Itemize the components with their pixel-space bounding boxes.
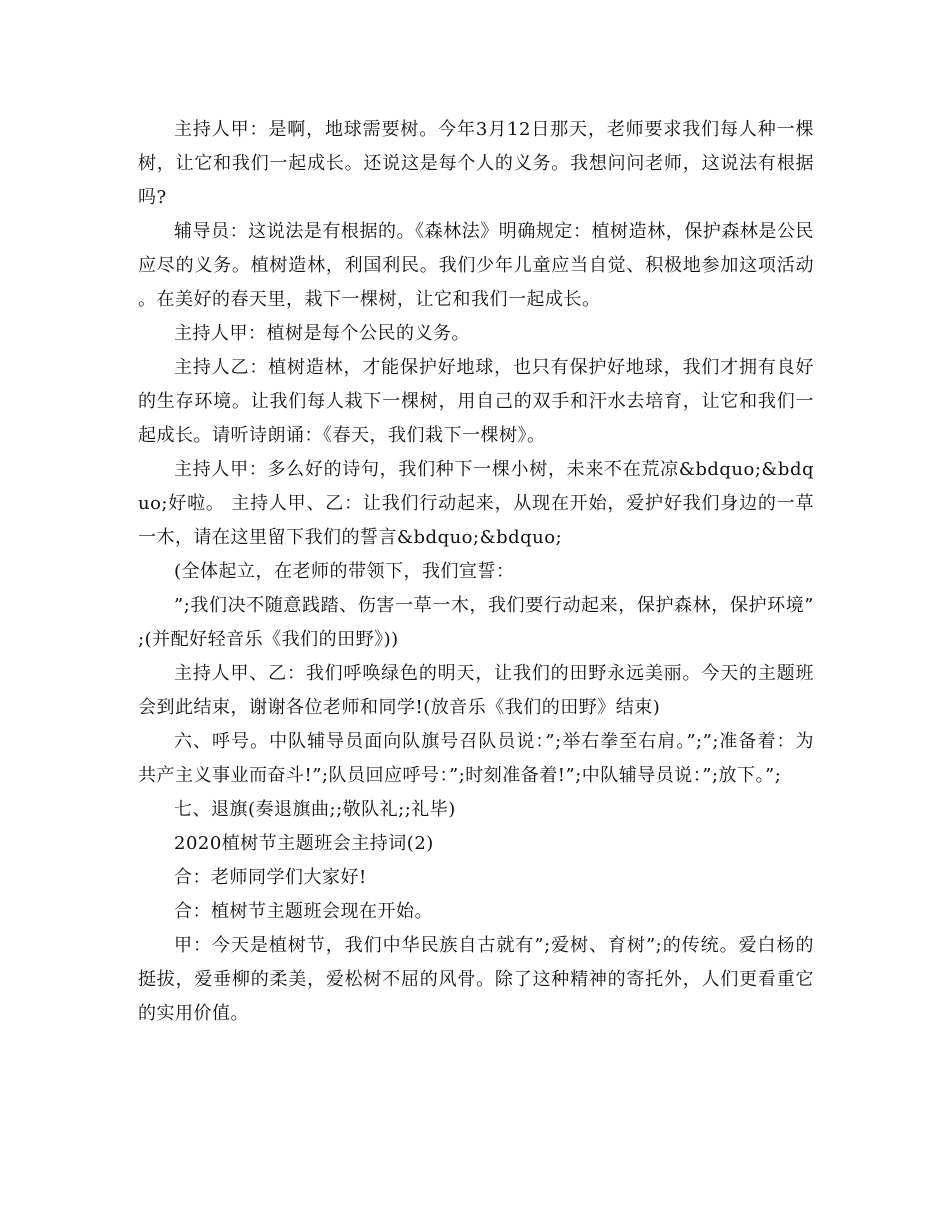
- paragraph-host-a-civic-duty: 主持人甲：植树是每个公民的义务。: [174, 323, 470, 344]
- paragraph-a-arbor-day: 甲：今天是植树节，我们中华民族自古就有”;爱树、育树”;的传统。爱白杨的挺拔，爱垂柳的柔美，爱松树不屈的风骨。除了这种精神的寄托外，人们更看重它的实用价值。: [138, 935, 814, 1024]
- paragraph-host-b-protect-earth: 主持人乙：植树造林，才能保护好地球，也只有保护好地球，我们才拥有良好的生存环境。让我们每人栽下一棵树，用自己的双手和汗水去培育，让它和我们一起成长。请听诗朗诵：《春天，我们栽下一棵树》。: [138, 357, 814, 446]
- paragraph-greeting: 合：老师同学们大家好!: [174, 867, 367, 888]
- paragraph-section-seven-retreat-flag: 七、退旗(奏退旗曲;;敬队礼;;礼毕): [174, 799, 456, 820]
- paragraph-oath-text: ”;我们决不随意践踏、伤害一草一木，我们要行动起来，保护森林，保护环境”;(并配好轻音乐《我们的田野》)): [138, 595, 814, 650]
- paragraph-section-six-slogan: 六、呼号。中队辅导员面向队旗号召队员说：”;举右拳至右肩。”;”;准备着：为共产主义事业而奋斗!”;队员回应呼号：”;时刻准备着!”;中队辅导员说：”;放下。”;: [138, 731, 814, 786]
- document-body: [138, 113, 814, 1031]
- paragraph-meeting-start: 合：植树节主题班会现在开始。: [174, 901, 433, 922]
- paragraph-oath-intro: (全体起立，在老师的带领下，我们宣誓：: [174, 561, 515, 582]
- paragraph-second-script-title: 2020植树节主题班会主持词(2): [174, 833, 434, 854]
- paragraph-closing-remarks: 主持人甲、乙：我们呼唤绿色的明天，让我们的田野永远美丽。今天的主题班会到此结束，谢谢各位老师和同学!(放音乐《我们的田野》结束): [138, 663, 814, 718]
- paragraph-counselor-forest-law: 辅导员：这说法是有根据的。《森林法》明确规定：植树造林，保护森林是公民应尽的义务。植树造林，利国利民。我们少年儿童应当自觉、积极地参加这项活动。在美好的春天里，栽下一棵树，让它和我们一起成长。: [138, 221, 814, 310]
- paragraph-host-a-earth-needs-trees: 主持人甲：是啊，地球需要树。今年3月12日那天，老师要求我们每人种一棵树，让它和我们一起成长。还说这是每个人的义务。我想问问老师，这说法有根据吗?: [138, 119, 814, 208]
- paragraph-host-a-b-poem: 主持人甲：多么好的诗句，我们种下一棵小树，未来不在荒凉&bdquo;&bdquo;好啦。 主持人甲、乙：让我们行动起来，从现在开始，爱护好我们身边的一草一木，请在这里留下我们的誓言&bdquo;&bdquo;: [138, 459, 814, 548]
